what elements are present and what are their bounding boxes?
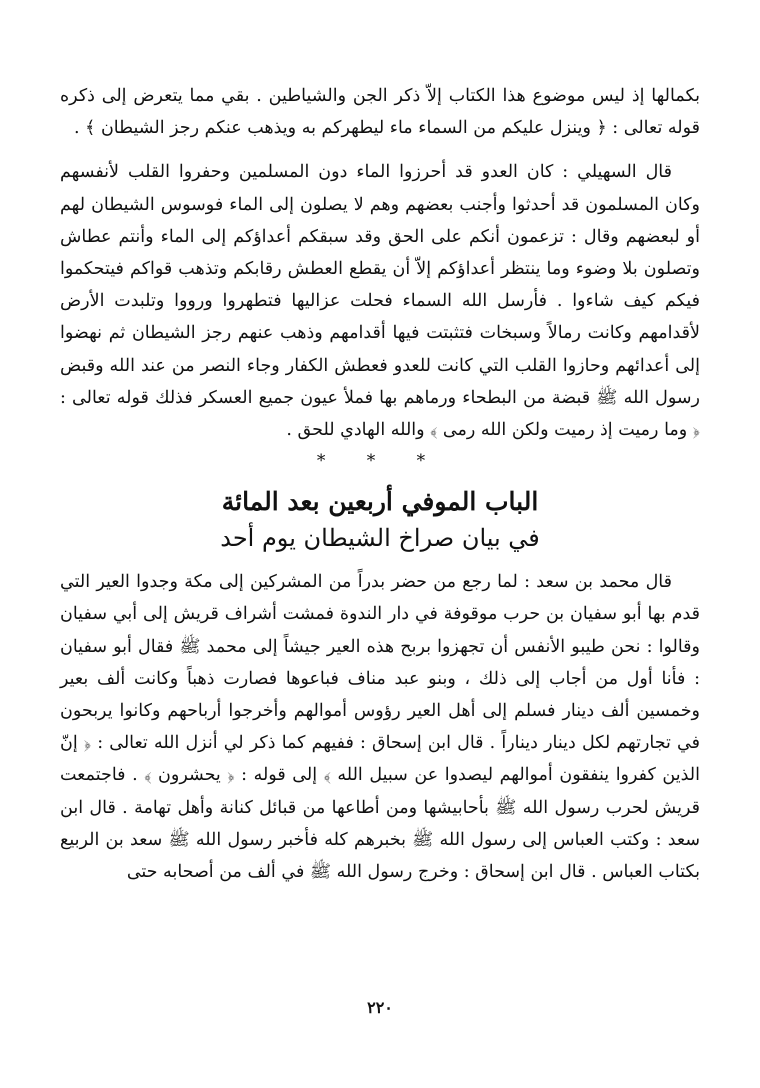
paragraph-ibn-saad: قال محمد بن سعد : لما رجع من حضر بدراً من المشركين إلى مكة وجدوا العير التي قدم بها أبو سفيان بن حرب موقوفة في دار الندوة فمشت أشراف قريش إلى أبي سفيان وقالوا : نحن طيبو الأنفس أن تجهزوا بربح هذه العير جيشاً إلى محمد ﷺ فقال أبو سفيان : فأنا أول من أجاب إلى ذلك ، وبنو عبد مناف فباعوها فصارت ذهباً وكانت ألف بعير وخمسين ألف دينار فسلم إلى أهل العير رؤوس أموالهم وأخرجوا أرباحهم وكانوا يربحون في تجارتهم لكل دينار ديناراً . قال ابن إسحاق : ففيهم كما ذكر لي أنزل الله تعالى : ﴿ إنّ الذين كفروا ينفقون أموالهم ليصدوا عن سبيل الله ﴾ إلى قوله : ﴿ يحشرون ﴾ . فاجتمعت قريش لحرب رسول الله ﷺ بأحابيشها ومن أطاعها من قبائل كنانة وأهل تهامة . قال ابن سعد : وكتب العباس إلى رسول الله ﷺ بخبرهم كله فأخبر رسول الله ﷺ سعد بن الربيع بكتاب العباس . قال ابن إسحاق : وخرج رسول الله ﷺ في ألف من أصحابه حتى <box>60 572 700 883</box>
paragraph-continuation: بكمالها إذ ليس موضوع هذا الكتاب إلاّ ذكر الجن والشياطين . بقي مما يتعرض إلى ذكره قوله تعالى : ﴿ وينزل عليكم من السماء ماء ليطهركم به ويذهب عنكم رجز الشيطان ﴾ . <box>60 86 700 139</box>
section-separator: * * * <box>316 451 444 472</box>
page-number: ٢٢٠ <box>367 998 393 1017</box>
chapter-title: الباب الموفي أربعين بعد المائة <box>221 487 539 517</box>
chapter-subtitle: في بيان صراخ الشيطان يوم أحد <box>220 524 540 553</box>
paragraph-suhaili: قال السهيلي : كان العدو قد أحرزوا الماء دون المسلمين وحفروا القلب لأنفسهم وكان المسلمون قد أحدثوا وأجنب بعضهم وهم لا يصلون إلى الماء فوسوس الشيطان لهم أو لبعضهم وقال : تزعمون أنكم على الحق وقد سبقكم أعداؤكم إلى الماء وأنتم عطاش وتصلون بلا وضوء وما ينتظر أعداؤكم إلاّ أن يقطع العطش رقابكم وتذهب قواكم فيتحكموا فيكم كيف شاءوا . فأرسل الله السماء فحلت عزاليها فتطهروا ورووا وتلبدت الأرض لأقدامهم وكانت رمالاً وسبخات فتثبتت فيها أقدامهم وذهب عنهم رجز الشيطان ثم نهضوا إلى أعدائهم وحازوا القلب التي كانت للعدو فعطش الكفار وجاء النصر من عند الله وقبض رسول الله ﷺ قبضة من البطحاء ورماهم بها فملأ عيون جميع العسكر فذلك قوله تعالى : ﴿ وما رميت إذ رميت ولكن الله رمى ﴾ والله الهادي للحق . <box>60 162 700 441</box>
paragraph-gap <box>60 144 700 156</box>
